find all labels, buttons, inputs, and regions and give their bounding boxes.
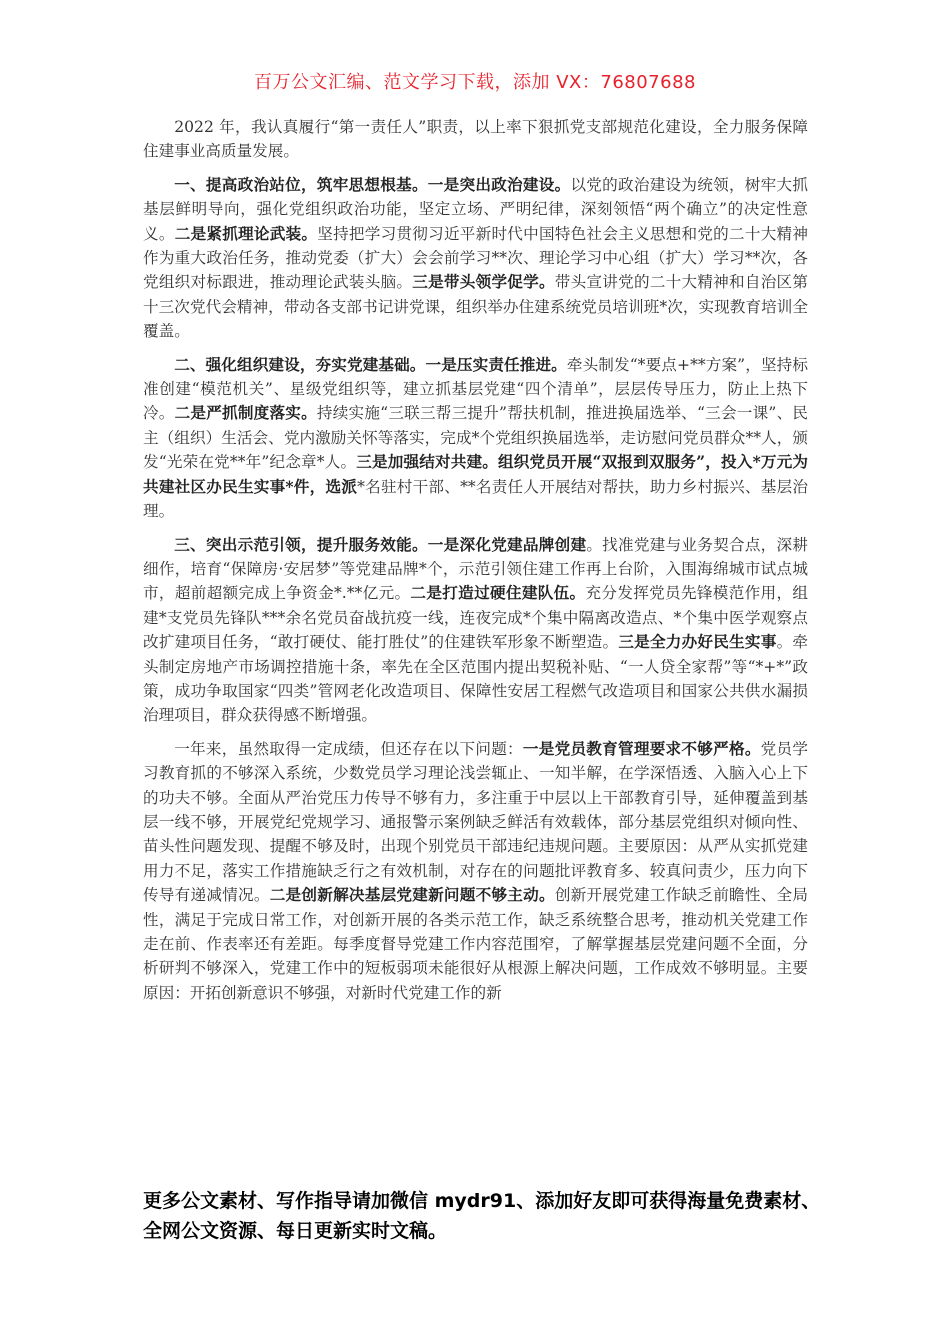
point-label: 一是突出政治建设。 xyxy=(427,174,571,194)
point-label: 三是带头领学促学。 xyxy=(412,272,555,292)
point-text: 坚持把学习贯彻习近平新时代中国特色社会主义思想和党的二十大精神作为重大政治任务，推动党委（扩大）会会前学习**次、理论学习中心组（扩大）学习**次，各党组织对标跟进，推动理论武装头脑。 xyxy=(143,224,808,292)
point-label: 一是深化党建品牌创建 xyxy=(427,534,587,554)
point-text: 牵头制发“*要点+**方案”，坚持标准创建“模范机关”、星级党组织等，建立抓基层党建“四个清单”，层层传导压力，防止上热下冷。 xyxy=(143,355,808,423)
section-paragraph-2 xyxy=(143,353,808,524)
section-heading: 三、突出示范引领，提升服务效能。 xyxy=(174,534,428,554)
point-label: 三是全力办好民生实事 xyxy=(618,632,777,652)
problems-lead: 一年来，虽然取得一定成绩，但还存在以下问题： xyxy=(174,739,523,758)
point-text: 创新开展党建工作缺乏前瞻性、全局性，满足于完成日常工作，对创新开展的各类示范工作，缺乏系统整合思考，推动机关党建工作走在前、作表率还有差距。每季度督导党建工作内容范围窄，了解掌握基层党建问题不全面，分析研判不够深入，党建工作中的短板弱项未能很好从根源上解决问题，工作成效不够明显。主要原因：开拓创新意识不够强，对新时代党建工作的新 xyxy=(143,886,808,1002)
document-body xyxy=(143,115,808,1014)
point-label: 二是打造过硬住建队伍。 xyxy=(410,583,586,603)
section-paragraph-3 xyxy=(143,533,808,728)
point-label: 一是党员教育管理要求不够严格。 xyxy=(522,738,761,758)
point-text: 党员学习教育抓的不够深入系统，少数党员学习理论浅尝辄止、一知半解，在学深悟透、入脑入心上下的功夫不够。全面从严治党压力传导不够有力，多注重于中层以上干部教育引导，延伸覆盖到基层一线不够，开展党纪党规学习、通报警示案例缺乏鲜活有效载体，部分基层党组织对倾向性、苗头性问题发现、提醒不够及时，出现个别党员干部违纪违规问题。主要原因：从严从实抓党建用力不足，落实工作措施缺乏行之有效机制，对存在的问题批评教育多、较真问责少，压力向下传导有递减情况。 xyxy=(143,739,808,905)
section-paragraph-1 xyxy=(143,173,808,344)
problems-paragraph xyxy=(143,737,808,1005)
point-label: 二是创新解决基层党建新问题不够主动。 xyxy=(269,885,555,905)
point-text: 。找准党建与业务契合点，深耕细作，培育“保障房·安居梦”等党建品牌*个，示范引领住建工作再上台阶，入围海绵城市试点城市，超前超额完成上争资金*.**亿元。 xyxy=(143,535,808,603)
point-label: 二是严抓制度落实。 xyxy=(174,403,317,423)
footer-text: 更多公文素材、写作指导请加微信 mydr91、添加好友即可获得海量免费素材、全网公文资源、每日更新实时文稿。 xyxy=(143,1190,821,1242)
intro-paragraph: 2022 年，我认真履行“第一责任人”职责，以上率下狠抓党支部规范化建设，全力服务保障住建事业高质量发展。 xyxy=(143,118,808,161)
point-label: 一是压实责任推进。 xyxy=(425,354,567,374)
point-text: 带头宣讲党的二十大精神和自治区第十三次党代会精神，带动各支部书记讲党课，组织举办住建系统党员培训班*次，实现教育培训全覆盖。 xyxy=(143,273,808,341)
point-text: 。牵头制定房地产市场调控措施十条，率先在全区范围内提出契税补贴、“一人贷全家帮”等“*+*”政策，成功争取国家“四类”管网老化改造项目、保障性安居工程燃气改造项目和国家公共供水漏损治理项目，群众获得感不断增强。 xyxy=(143,633,808,725)
promo-header: 百万公文汇编、范文学习下载，添加 VX：76807688 xyxy=(254,72,696,93)
point-text: 充分发挥党员先锋模范作用，组建*支党员先锋队***余名党员奋战抗疫一线，连夜完成*个集中隔离改造点、*个集中医学观察点改扩建项目任务，“敢打硬仗、能打胜仗”的住建铁军形象不断塑造。 xyxy=(143,584,808,652)
section-heading: 二、强化组织建设，夯实党建基础。 xyxy=(174,354,426,374)
section-heading: 一、提高政治站位，筑牢思想根基。 xyxy=(174,174,428,194)
point-text: 以党的政治建设为统领，树牢大抓基层鲜明导向，强化党组织政治功能，坚定立场、严明纪律，深刻领悟“两个确立”的决定性意义。 xyxy=(143,175,808,243)
point-label: 二是紧抓理论武装。 xyxy=(174,223,318,243)
point-text: *名驻村干部、**名责任人开展结对帮扶，助力乡村振兴、基层治理。 xyxy=(143,477,808,521)
point-text: 持续实施“三联三帮三提升”帮扶机制，推进换届选举、“三会一课”、民主（组织）生活会、党内激励关怀等落实，完成*个党组织换届选举，走访慰问党员群众**人，颁发“光荣在党**年”纪念章*人。 xyxy=(143,404,808,472)
point-label: 三是加强结对共建。组织党员开展“双报到双服务”，投入*万元为共建社区办民生实事*件，选派 xyxy=(143,452,808,496)
promo-footer xyxy=(143,1186,823,1246)
